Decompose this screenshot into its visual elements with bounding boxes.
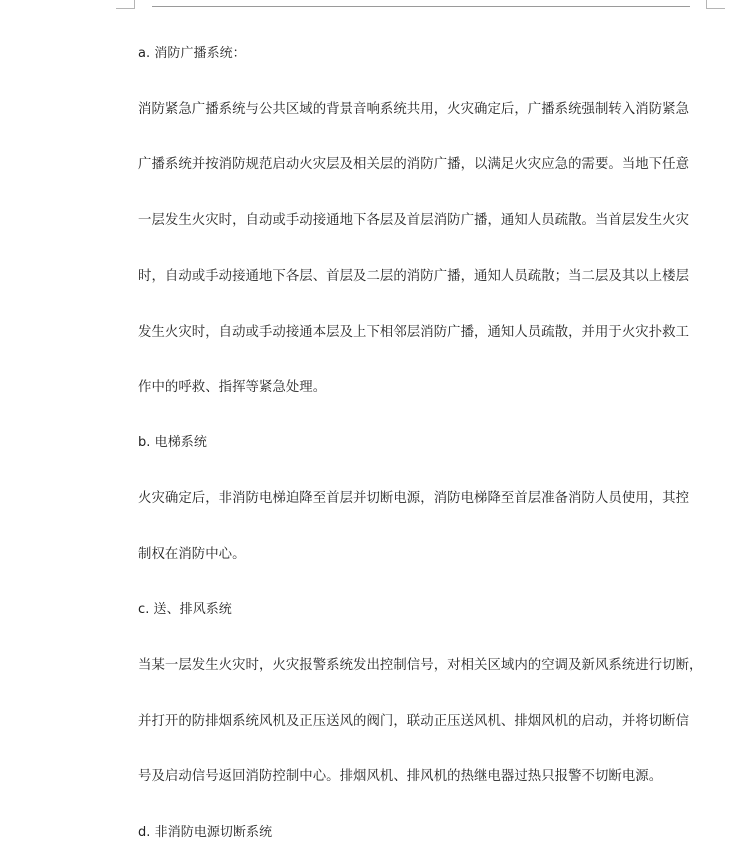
paragraph-line: 时，自动或手动接通地下各层、首层及二层的消防广播，通知人员疏散；当二层及其以上楼层: [138, 269, 690, 284]
paragraph-line: 并打开的防排烟系统风机及正压送风的阀门，联动正压送风机、排烟风机的启动，并将切断信: [138, 714, 690, 729]
paragraph-line: 当某一层发生火灾时，火灾报警系统发出控制信号，对相关区域内的空调及新风系统进行切断，: [138, 658, 703, 673]
section-heading-a: a. 消防广播系统：: [138, 46, 246, 61]
paragraph-line: 制权在消防中心。: [138, 547, 246, 562]
paragraph-line: 广播系统并按消防规范启动火灾层及相关层的消防广播，以满足火灾应急的需要。当地下任意: [138, 157, 690, 172]
section-heading-b: b. 电梯系统: [138, 435, 207, 450]
section-heading-d: d. 非消防电源切断系统: [138, 825, 273, 840]
header-rule: [152, 6, 690, 7]
crop-mark-top-left: [116, 0, 135, 9]
paragraph-line: 火灾确定后，非消防电梯迫降至首层并切断电源，消防电梯降至首层准备消防人员使用，其控: [138, 491, 690, 506]
crop-mark-top-right: [706, 0, 725, 9]
paragraph-line: 一层发生火灾时，自动或手动接通地下各层及首层消防广播，通知人员疏散。当首层发生火灾: [138, 213, 690, 228]
paragraph-line: 发生火灾时，自动或手动接通本层及上下相邻层消防广播，通知人员疏散，并用于火灾扑救工: [138, 325, 690, 340]
paragraph-line: 号及启动信号返回消防控制中心。排烟风机、排风机的热继电器过热只报警不切断电源。: [138, 769, 663, 784]
paragraph-line: 作中的呼救、指挥等紧急处理。: [138, 380, 327, 395]
section-heading-c: c. 送、排风系统: [138, 602, 232, 617]
paragraph-line: 消防紧急广播系统与公共区域的背景音响系统共用，火灾确定后，广播系统强制转入消防紧急: [138, 102, 690, 117]
